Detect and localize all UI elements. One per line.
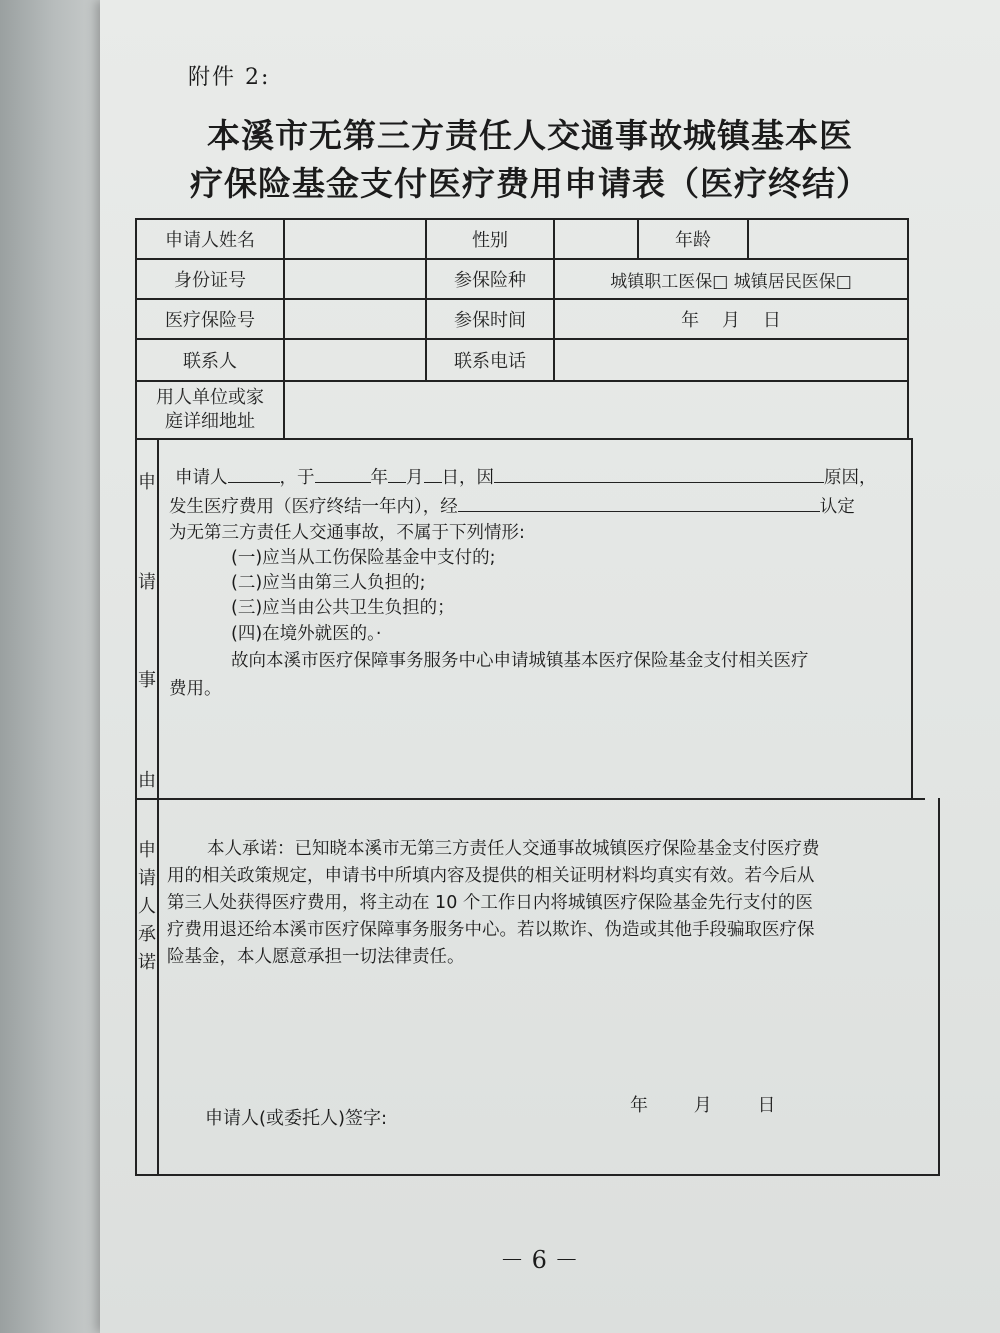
reason-side-char: 事 bbox=[138, 670, 156, 691]
signature-date[interactable]: 年 月 日 bbox=[630, 1095, 776, 1116]
form-title-line-2: 疗保险基金支付医疗费用申请表（医疗终结） bbox=[190, 164, 870, 203]
table-border-right bbox=[907, 218, 909, 438]
reason-line-1: 申请人 ，于 年 月 日，因 原因， bbox=[175, 464, 877, 491]
address-label-line-2: 庭详细地址 bbox=[165, 411, 255, 432]
table-border-right bbox=[938, 798, 940, 1176]
month-blank[interactable] bbox=[388, 464, 406, 483]
reason-side-char: 请 bbox=[138, 572, 156, 593]
id-number-field[interactable] bbox=[285, 260, 425, 298]
promise-side-char: 申 bbox=[138, 840, 156, 861]
promise-line-2: 用的相关政策规定，申请书中所填内容及提供的相关证明材料均真实有效。若今后从 bbox=[167, 866, 815, 886]
gender-field[interactable] bbox=[555, 220, 637, 258]
id-number-label: 身份证号 bbox=[174, 270, 246, 291]
year-blank[interactable] bbox=[315, 464, 371, 483]
section-divider bbox=[135, 798, 925, 800]
reason-closing-2: 费用。 bbox=[169, 679, 222, 699]
exclusion-item-2: (二)应当由第三人负担的; bbox=[231, 573, 426, 593]
section-divider bbox=[135, 438, 913, 440]
cause-blank[interactable] bbox=[494, 464, 824, 483]
form-title-line-1: 本溪市无第三方责任人交通事故城镇基本医 bbox=[207, 116, 853, 155]
contact-person-field[interactable] bbox=[285, 340, 425, 380]
reason-closing-1: 故向本溪市医疗保障事务服务中心申请城镇基本医疗保险基金支付相关医疗 bbox=[231, 651, 809, 671]
promise-line-3: 第三人处获得医疗费用，将主动在 10 个工作日内将城镇医疗保险基金先行支付的医 bbox=[167, 893, 813, 913]
contact-phone-label: 联系电话 bbox=[454, 351, 526, 372]
age-field[interactable] bbox=[749, 220, 907, 258]
insurance-type-label: 参保险种 bbox=[454, 270, 526, 291]
reason-side-char: 由 bbox=[138, 770, 156, 791]
attachment-label: 附件 2: bbox=[188, 65, 271, 90]
age-label: 年龄 bbox=[675, 230, 711, 251]
applicant-name-field[interactable] bbox=[285, 220, 425, 258]
reason-line-2: 发生医疗费用（医疗终结一年内），经 认定 bbox=[169, 493, 855, 520]
insured-time-field[interactable]: 年 月 日 bbox=[681, 310, 781, 331]
contact-person-label: 联系人 bbox=[183, 351, 237, 372]
medical-insurance-no-field[interactable] bbox=[285, 300, 425, 338]
promise-side-char: 诺 bbox=[138, 952, 156, 973]
reason-side-char: 申 bbox=[138, 472, 156, 493]
exclusion-item-3: (三)应当由公共卫生负担的； bbox=[231, 598, 455, 618]
address-label bbox=[137, 382, 283, 438]
promise-side-char: 承 bbox=[138, 924, 156, 945]
exclusion-item-1: (一)应当从工伤保险基金中支付的; bbox=[231, 548, 496, 568]
promise-side-char: 人 bbox=[138, 896, 156, 917]
page-number: － 6 － bbox=[500, 1246, 579, 1274]
promise-line-1: 本人承诺：已知晓本溪市无第三方责任人交通事故城镇医疗保险基金支付医疗费 bbox=[207, 839, 820, 859]
table-border-bottom bbox=[135, 1174, 940, 1176]
day-blank[interactable] bbox=[424, 464, 442, 483]
gender-label: 性别 bbox=[472, 230, 508, 251]
address-label-line-1: 用人单位或家 bbox=[156, 387, 264, 408]
exclusion-item-4: (四)在境外就医的。· bbox=[231, 624, 382, 644]
insurance-type-checkboxes[interactable]: 城镇职工医保□ 城镇居民医保□ bbox=[610, 271, 852, 292]
insured-time-label: 参保时间 bbox=[454, 310, 526, 331]
address-field[interactable] bbox=[285, 382, 907, 438]
column-divider bbox=[157, 438, 159, 1176]
signature-label: 申请人(或委托人)签字: bbox=[205, 1108, 388, 1129]
table-border-right bbox=[911, 438, 913, 800]
application-form-table bbox=[135, 218, 940, 1176]
promise-line-4: 疗费用退还给本溪市医疗保障事务服务中心。若以欺诈、伪造或其他手段骗取医疗保 bbox=[167, 920, 815, 940]
applicant-blank[interactable] bbox=[228, 464, 280, 483]
contact-phone-field[interactable] bbox=[555, 340, 907, 380]
promise-side-char: 请 bbox=[138, 868, 156, 889]
promise-line-5: 险基金，本人愿意承担一切法律责任。 bbox=[167, 947, 465, 967]
determination-authority-blank[interactable] bbox=[458, 493, 820, 512]
reason-line-3: 为无第三方责任人交通事故，不属于下列情形: bbox=[169, 523, 525, 543]
medical-insurance-no-label: 医疗保险号 bbox=[165, 310, 255, 331]
applicant-name-label: 申请人姓名 bbox=[165, 230, 255, 251]
